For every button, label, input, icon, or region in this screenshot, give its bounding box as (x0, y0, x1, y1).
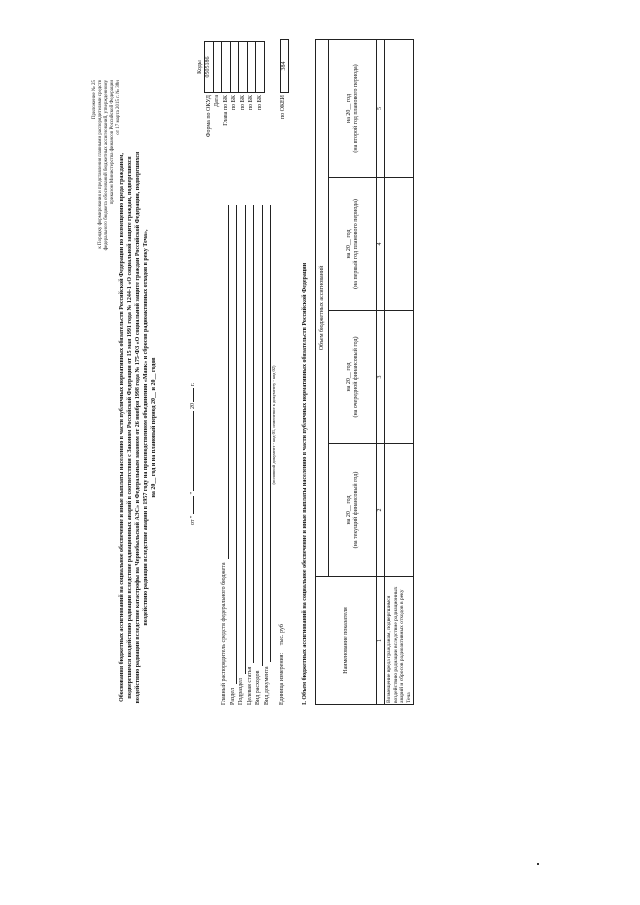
date-from: от " (190, 515, 196, 525)
table-row (385, 39, 414, 704)
codes-table (196, 41, 265, 93)
appendix-line-2: федерального бюджета обоснований бюджетных ассигнований, утвержденному (104, 80, 109, 251)
date-month-blank[interactable] (193, 411, 194, 491)
field-doc-type-blank[interactable] (263, 205, 272, 662)
row-1-col-5[interactable] (385, 39, 414, 177)
appendix-number: Приложение № 25 (92, 80, 97, 120)
date-line (190, 285, 197, 525)
title-line-1: Обоснования бюджетных ассигнований на социальное обеспечение и иные выплаты населению в части публичных нормативных обязательств Российской Федерации по возмещению вреда гражданам, (119, 153, 125, 702)
date-value[interactable] (213, 42, 222, 93)
col-header-4-year: на 20__ год (345, 93, 352, 124)
field-doc-type-label: Вид документа (263, 666, 270, 705)
field-target (246, 205, 255, 705)
bk-value-2[interactable] (239, 42, 248, 93)
bk-value-3[interactable] (247, 42, 256, 93)
field-unit (278, 205, 287, 705)
field-target-label: Целевая статья (246, 666, 253, 705)
field-subsection (237, 205, 246, 705)
group-header: Объем бюджетных ассигнований (316, 39, 329, 576)
appendix-line-3: приказом Министерства финансов Российской Федерации (110, 80, 115, 205)
col-header-3-year: на 20__ год (345, 229, 352, 259)
col-header-2-year: на 20__ год (345, 362, 352, 392)
title-line-4: воздействию радиации вследствие аварии в 1957 году на производственном объединении «Маяк» и сбросов радиоактивных отходов в реку Теча», (143, 229, 149, 626)
field-section-label: Раздел (229, 688, 236, 705)
okei-label: по ОКЕИ (280, 95, 286, 120)
document-title (118, 40, 158, 815)
field-doc-type (263, 205, 272, 705)
field-expense-label: Вид расходов (255, 670, 261, 705)
col-header-3 (329, 178, 377, 311)
col-header-4 (329, 39, 377, 177)
col-header-4-sub: (на второй год планового периода) (352, 64, 359, 153)
bk-label-1: по БК (231, 95, 237, 111)
title-line-2: подвергшимся воздействию радиации вследствие радиационных аварий в соответствии с Законом Российской Федерации от 15 мая 1991 года № 1244-1 «О социальной защите граждан, подвергшихся (127, 156, 133, 699)
field-subsection-blank[interactable] (237, 205, 246, 674)
row-1-col-2[interactable] (385, 444, 414, 577)
date-quote: " (190, 492, 196, 495)
col-header-2 (329, 311, 377, 444)
col-header-1 (329, 444, 377, 577)
col-name-header: Наименование показателя (316, 577, 377, 705)
bk-value-4[interactable] (256, 42, 265, 93)
field-section (229, 205, 238, 705)
field-doc-hint: (основной документ - код 01, изменение к документу - код 02) (271, 365, 276, 485)
date-day-blank[interactable] (193, 496, 194, 514)
bk-label-2: по БК (239, 95, 246, 111)
col-num-4: 4 (377, 178, 385, 311)
col-num-5: 5 (377, 39, 385, 177)
okud-value: 0505186 (205, 42, 214, 93)
okud-label: Форма по ОКУД (205, 95, 212, 138)
col-num-3: 3 (377, 311, 385, 444)
row-1-col-3[interactable] (385, 311, 414, 444)
title-line-5: на 20__ год и на плановый период 20__ и 20__ годов (151, 357, 157, 498)
title-line-3: воздействию радиации вследствие катастрофы на Чернобыльской АЭС» и Федеральным законом от 26 ноября 1998 года № 175-ФЗ «О социальной защите граждан Российской Федерации, подвергшихся (135, 151, 141, 704)
field-section-blank[interactable] (229, 205, 238, 684)
field-manager (220, 205, 229, 705)
codes-labels (196, 95, 264, 205)
appendix-line-4: от 17 марта 2015 г. № 38н (116, 80, 121, 135)
bk-label-3: по БК (248, 95, 254, 111)
field-unit-label: Единица измерения: (279, 652, 285, 705)
col-header-3-sub: (на первый год планового периода) (352, 199, 359, 289)
col-num-2: 2 (377, 444, 385, 577)
appendix-line-1: к Порядку формирования и представления главными распорядителями средств (98, 80, 103, 249)
field-subsection-label: Подраздел (238, 678, 244, 705)
row-1-col-4[interactable] (385, 178, 414, 311)
col-header-1-sub: (на текущий финансовый год) (352, 471, 359, 549)
col-num-1: 1 (377, 577, 385, 705)
glava-value[interactable] (222, 42, 231, 93)
row-1-name: Возмещение вреда гражданам, подвергшимся воздействию радиации вследствие радиационных аварий и сбросов радиоактивных отходов в реку Теча (385, 577, 414, 705)
field-manager-blank[interactable] (220, 205, 229, 559)
field-manager-label: Главный распорядитель средств федерального бюджета (221, 562, 227, 705)
date-label: Дата (214, 95, 220, 107)
date-g: г. (190, 382, 196, 387)
codes-header: Коды (196, 60, 203, 74)
field-expense (254, 205, 263, 705)
field-expense-blank[interactable] (254, 205, 263, 667)
field-unit-value: тыс. руб (279, 624, 285, 646)
date-year-blank[interactable] (193, 388, 194, 402)
fields-block (220, 205, 287, 705)
field-target-blank[interactable] (246, 205, 255, 663)
okei-value: 384 (280, 39, 289, 93)
scan-mark (537, 863, 539, 865)
section-title: I. Объем бюджетных ассигнований на социальное обеспечение и иные выплаты населению в части публичных нормативных обязательств Российской Федерации (302, 262, 308, 705)
main-table (315, 39, 414, 705)
glava-label: Глава по БК (222, 95, 229, 126)
bk-label-4: по БК (256, 95, 263, 111)
col-header-1-year: на 20__ год (345, 495, 352, 525)
date-year: 20 (190, 403, 196, 410)
col-header-2-sub: (на очередной финансовый год) (352, 336, 359, 418)
bk-value-1[interactable] (230, 42, 239, 93)
